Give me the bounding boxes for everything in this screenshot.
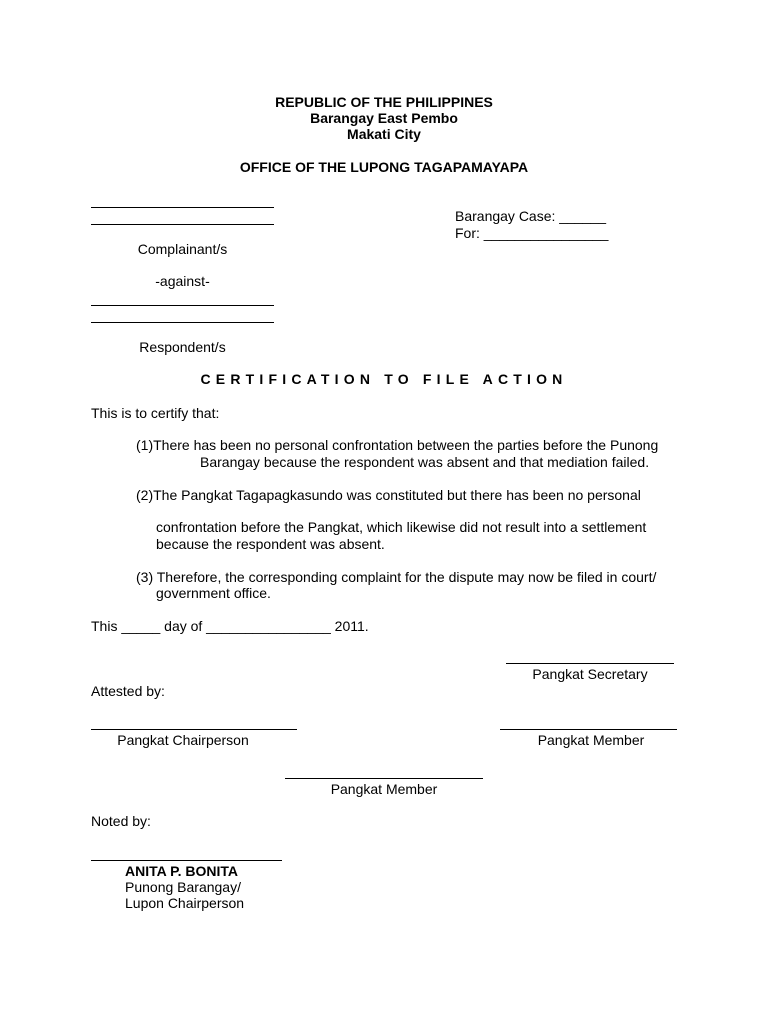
header-office: OFFICE OF THE LUPONG TAGAPAMAYAPA (239, 159, 529, 175)
official-name: ANITA P. BONITA (125, 863, 239, 879)
item2-line3: because the respondent was absent. (156, 536, 385, 552)
against-text: -against- (155, 273, 210, 289)
date-line: This _____ day of ________________ 2011. (91, 618, 369, 634)
member-center-signature-line (285, 778, 483, 779)
official-signature-line (91, 860, 282, 861)
barangay-case-label: Barangay Case: ______ (455, 208, 606, 224)
official-title-1: Punong Barangay/ (125, 879, 241, 895)
header-republic: REPUBLIC OF THE PHILIPPINES (275, 94, 493, 110)
respondent-line-2 (91, 322, 274, 323)
document-title: CERTIFICATION TO FILE ACTION (200, 371, 568, 387)
complainant-line-1 (91, 207, 274, 208)
header-barangay: Barangay East Pembo (310, 110, 458, 126)
chairperson-signature-line (91, 729, 297, 730)
respondent-label: Respondent/s (139, 339, 226, 355)
item2-line1: (2)The Pangkat Tagapagkasundo was constituted but there has been no personal (136, 487, 641, 503)
complainant-line-2 (91, 224, 274, 225)
official-title-2: Lupon Chairperson (125, 895, 245, 911)
chairperson-label: Pangkat Chairperson (117, 732, 249, 748)
item1-line2: Barangay because the respondent was absent and that mediation failed. (200, 454, 650, 470)
header-city: Makati City (347, 126, 421, 142)
member-right-signature-line (500, 729, 677, 730)
respondent-line-1 (91, 305, 274, 306)
member-center-label: Pangkat Member (330, 781, 438, 797)
member-right-label: Pangkat Member (537, 732, 645, 748)
attested-by-label: Attested by: (91, 683, 165, 699)
noted-by-label: Noted by: (91, 813, 151, 829)
intro-text: This is to certify that: (91, 405, 220, 421)
item2-line2: confrontation before the Pangkat, which likewise did not result into a settlement (156, 519, 647, 535)
item3-line1: (3) Therefore, the corresponding complaint for the dispute may now be filed in court/ (136, 569, 657, 585)
complainant-label: Complainant/s (137, 241, 228, 257)
secretary-label: Pangkat Secretary (532, 666, 648, 682)
item3-line2: government office. (156, 585, 271, 601)
secretary-signature-line (506, 663, 674, 664)
for-label: For: ________________ (455, 225, 609, 241)
item1-line1: (1)There has been no personal confrontation between the parties before the Punong (136, 437, 659, 453)
